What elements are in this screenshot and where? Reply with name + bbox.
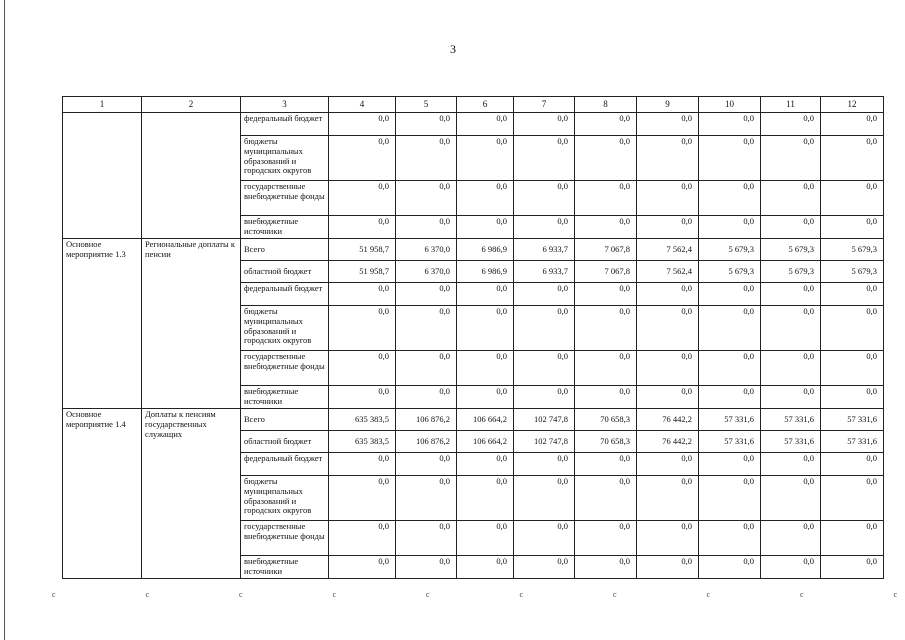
value-cell: 0,0 — [457, 556, 514, 579]
header-cell-2: 2 — [142, 97, 241, 113]
funding-source-cell: областной бюджет — [241, 261, 329, 283]
value-cell: 0,0 — [457, 306, 514, 351]
value-cell: 0,0 — [821, 476, 884, 521]
bottom-mark: c — [706, 590, 711, 599]
value-cell: 0,0 — [457, 136, 514, 181]
value-cell: 0,0 — [514, 113, 575, 136]
value-cell: 0,0 — [396, 453, 457, 476]
value-cell: 0,0 — [761, 136, 821, 181]
value-cell: 106 664,2 — [457, 431, 514, 453]
value-cell: 0,0 — [457, 113, 514, 136]
header-cell-5: 5 — [396, 97, 457, 113]
bottom-mark: c — [519, 590, 524, 599]
funding-source-cell: внебюджетные источники — [241, 216, 329, 239]
value-cell: 0,0 — [699, 181, 761, 216]
header-row — [63, 97, 884, 113]
table-row — [63, 239, 884, 261]
value-cell: 0,0 — [514, 556, 575, 579]
bottom-marks — [0, 590, 905, 602]
value-cell: 57 331,6 — [761, 409, 821, 431]
value-cell: 0,0 — [637, 521, 699, 556]
value-cell: 0,0 — [396, 386, 457, 409]
value-cell: 0,0 — [699, 136, 761, 181]
value-cell: 0,0 — [457, 283, 514, 306]
activity-description-cell: Доплаты к пенсиям государственных служащих — [142, 409, 241, 579]
value-cell: 0,0 — [514, 351, 575, 386]
value-cell: 0,0 — [457, 386, 514, 409]
value-cell: 0,0 — [514, 216, 575, 239]
funding-source-cell: государственные внебюджетные фонды — [241, 181, 329, 216]
value-cell: 635 383,5 — [329, 409, 396, 431]
funding-source-cell: Всего — [241, 239, 329, 261]
value-cell: 6 370,0 — [396, 239, 457, 261]
value-cell: 106 876,2 — [396, 431, 457, 453]
value-cell: 76 442,2 — [637, 409, 699, 431]
funding-source-cell: федеральный бюджет — [241, 113, 329, 136]
value-cell: 0,0 — [514, 386, 575, 409]
value-cell: 0,0 — [821, 521, 884, 556]
funding-source-cell: бюджеты муниципальных образований и городских округов — [241, 306, 329, 351]
value-cell: 0,0 — [637, 283, 699, 306]
value-cell: 0,0 — [699, 113, 761, 136]
value-cell: 0,0 — [637, 476, 699, 521]
value-cell: 0,0 — [514, 521, 575, 556]
funding-source-cell: бюджеты муниципальных образований и городских округов — [241, 476, 329, 521]
value-cell: 0,0 — [396, 136, 457, 181]
bottom-mark: c — [613, 590, 617, 599]
bottom-mark: c — [52, 590, 56, 599]
funding-source-cell: федеральный бюджет — [241, 453, 329, 476]
activity-name-cell — [63, 113, 142, 239]
value-cell: 0,0 — [457, 521, 514, 556]
value-cell: 0,0 — [457, 453, 514, 476]
value-cell: 51 958,7 — [329, 239, 396, 261]
value-cell: 0,0 — [575, 453, 637, 476]
value-cell: 0,0 — [575, 216, 637, 239]
table-row — [63, 113, 884, 136]
value-cell: 5 679,3 — [761, 239, 821, 261]
value-cell: 0,0 — [329, 283, 396, 306]
header-cell-3: 3 — [241, 97, 329, 113]
value-cell: 0,0 — [637, 351, 699, 386]
value-cell: 0,0 — [575, 351, 637, 386]
value-cell: 0,0 — [575, 113, 637, 136]
value-cell: 0,0 — [699, 556, 761, 579]
value-cell: 6 933,7 — [514, 261, 575, 283]
value-cell: 0,0 — [761, 306, 821, 351]
value-cell: 57 331,6 — [821, 431, 884, 453]
page-number: 3 — [450, 42, 456, 56]
value-cell: 0,0 — [821, 306, 884, 351]
value-cell: 0,0 — [329, 181, 396, 216]
value-cell: 0,0 — [821, 556, 884, 579]
value-cell: 5 679,3 — [699, 261, 761, 283]
value-cell: 0,0 — [699, 521, 761, 556]
header-cell-12: 12 — [821, 97, 884, 113]
value-cell: 5 679,3 — [821, 261, 884, 283]
bottom-mark: c — [800, 590, 804, 599]
value-cell: 0,0 — [457, 181, 514, 216]
value-cell: 0,0 — [699, 476, 761, 521]
value-cell: 0,0 — [329, 453, 396, 476]
value-cell: 0,0 — [396, 306, 457, 351]
value-cell: 106 664,2 — [457, 409, 514, 431]
value-cell: 0,0 — [821, 136, 884, 181]
value-cell: 7 562,4 — [637, 239, 699, 261]
value-cell: 0,0 — [575, 521, 637, 556]
value-cell: 0,0 — [514, 306, 575, 351]
value-cell: 0,0 — [396, 351, 457, 386]
value-cell: 7 067,8 — [575, 261, 637, 283]
value-cell: 0,0 — [821, 216, 884, 239]
value-cell: 0,0 — [329, 113, 396, 136]
header-cell-6: 6 — [457, 97, 514, 113]
bottom-mark: c — [426, 590, 430, 599]
value-cell: 0,0 — [396, 521, 457, 556]
table-row — [63, 409, 884, 431]
funding-source-cell: внебюджетные источники — [241, 556, 329, 579]
budget-table — [62, 96, 884, 579]
value-cell: 0,0 — [699, 386, 761, 409]
bottom-mark: c — [239, 590, 243, 599]
page-left-edge — [4, 0, 5, 640]
funding-source-cell: федеральный бюджет — [241, 283, 329, 306]
value-cell: 0,0 — [396, 283, 457, 306]
value-cell: 57 331,6 — [821, 409, 884, 431]
header-cell-10: 10 — [699, 97, 761, 113]
header-cell-7: 7 — [514, 97, 575, 113]
value-cell: 0,0 — [761, 556, 821, 579]
bottom-mark: c — [893, 590, 898, 599]
value-cell: 106 876,2 — [396, 409, 457, 431]
value-cell: 7 562,4 — [637, 261, 699, 283]
value-cell: 51 958,7 — [329, 261, 396, 283]
value-cell: 0,0 — [514, 283, 575, 306]
value-cell: 0,0 — [575, 181, 637, 216]
header-cell-8: 8 — [575, 97, 637, 113]
value-cell: 0,0 — [637, 181, 699, 216]
value-cell: 0,0 — [761, 453, 821, 476]
value-cell: 0,0 — [329, 521, 396, 556]
value-cell: 0,0 — [329, 136, 396, 181]
header-cell-11: 11 — [761, 97, 821, 113]
value-cell: 635 383,5 — [329, 431, 396, 453]
value-cell: 0,0 — [699, 351, 761, 386]
value-cell: 0,0 — [329, 476, 396, 521]
value-cell: 0,0 — [821, 386, 884, 409]
value-cell: 0,0 — [637, 453, 699, 476]
activity-name-cell: Основное мероприятие 1.3 — [63, 239, 142, 409]
value-cell: 0,0 — [575, 386, 637, 409]
value-cell: 0,0 — [761, 216, 821, 239]
value-cell: 102 747,8 — [514, 409, 575, 431]
value-cell: 7 067,8 — [575, 239, 637, 261]
value-cell: 0,0 — [575, 476, 637, 521]
value-cell: 5 679,3 — [761, 261, 821, 283]
value-cell: 0,0 — [637, 113, 699, 136]
value-cell: 0,0 — [761, 181, 821, 216]
value-cell: 0,0 — [575, 556, 637, 579]
value-cell: 57 331,6 — [699, 409, 761, 431]
value-cell: 0,0 — [329, 351, 396, 386]
value-cell: 0,0 — [514, 136, 575, 181]
value-cell: 0,0 — [396, 113, 457, 136]
value-cell: 0,0 — [821, 181, 884, 216]
value-cell: 0,0 — [457, 216, 514, 239]
value-cell: 0,0 — [761, 521, 821, 556]
funding-source-cell: областной бюджет — [241, 431, 329, 453]
value-cell: 0,0 — [329, 306, 396, 351]
value-cell: 0,0 — [699, 453, 761, 476]
value-cell: 0,0 — [575, 306, 637, 351]
value-cell: 0,0 — [699, 306, 761, 351]
funding-source-cell: бюджеты муниципальных образований и городских округов — [241, 136, 329, 181]
value-cell: 0,0 — [396, 476, 457, 521]
funding-source-cell: Всего — [241, 409, 329, 431]
value-cell: 70 658,3 — [575, 431, 637, 453]
value-cell: 0,0 — [699, 216, 761, 239]
value-cell: 0,0 — [761, 351, 821, 386]
value-cell: 0,0 — [575, 136, 637, 181]
value-cell: 57 331,6 — [699, 431, 761, 453]
value-cell: 0,0 — [761, 386, 821, 409]
header-cell-9: 9 — [637, 97, 699, 113]
value-cell: 76 442,2 — [637, 431, 699, 453]
value-cell: 0,0 — [761, 283, 821, 306]
value-cell: 0,0 — [396, 181, 457, 216]
funding-source-cell: внебюджетные источники — [241, 386, 329, 409]
value-cell: 0,0 — [575, 283, 637, 306]
value-cell: 0,0 — [329, 216, 396, 239]
value-cell: 0,0 — [637, 136, 699, 181]
funding-source-cell: государственные внебюджетные фонды — [241, 521, 329, 556]
value-cell: 0,0 — [514, 181, 575, 216]
bottom-mark: c — [332, 590, 337, 599]
value-cell: 6 370,0 — [396, 261, 457, 283]
activity-description-cell: Региональные доплаты к пенсии — [142, 239, 241, 409]
value-cell: 102 747,8 — [514, 431, 575, 453]
value-cell: 0,0 — [761, 113, 821, 136]
value-cell: 0,0 — [637, 306, 699, 351]
value-cell: 0,0 — [457, 351, 514, 386]
value-cell: 0,0 — [637, 556, 699, 579]
activity-name-cell: Основное мероприятие 1.4 — [63, 409, 142, 579]
value-cell: 0,0 — [821, 283, 884, 306]
value-cell: 6 986,9 — [457, 261, 514, 283]
funding-source-cell: государственные внебюджетные фонды — [241, 351, 329, 386]
value-cell: 0,0 — [329, 556, 396, 579]
value-cell: 0,0 — [457, 476, 514, 521]
value-cell: 0,0 — [396, 556, 457, 579]
value-cell: 0,0 — [821, 453, 884, 476]
value-cell: 0,0 — [396, 216, 457, 239]
bottom-mark: c — [145, 590, 150, 599]
value-cell: 6 986,9 — [457, 239, 514, 261]
value-cell: 0,0 — [514, 476, 575, 521]
value-cell: 5 679,3 — [699, 239, 761, 261]
value-cell: 57 331,6 — [761, 431, 821, 453]
value-cell: 5 679,3 — [821, 239, 884, 261]
value-cell: 0,0 — [821, 113, 884, 136]
header-cell-1: 1 — [63, 97, 142, 113]
table-body — [63, 97, 884, 579]
header-cell-4: 4 — [329, 97, 396, 113]
value-cell: 0,0 — [699, 283, 761, 306]
value-cell: 0,0 — [637, 216, 699, 239]
value-cell: 0,0 — [329, 386, 396, 409]
value-cell: 0,0 — [637, 386, 699, 409]
value-cell: 6 933,7 — [514, 239, 575, 261]
value-cell: 0,0 — [821, 351, 884, 386]
value-cell: 0,0 — [514, 453, 575, 476]
activity-description-cell — [142, 113, 241, 239]
value-cell: 70 658,3 — [575, 409, 637, 431]
value-cell: 0,0 — [761, 476, 821, 521]
